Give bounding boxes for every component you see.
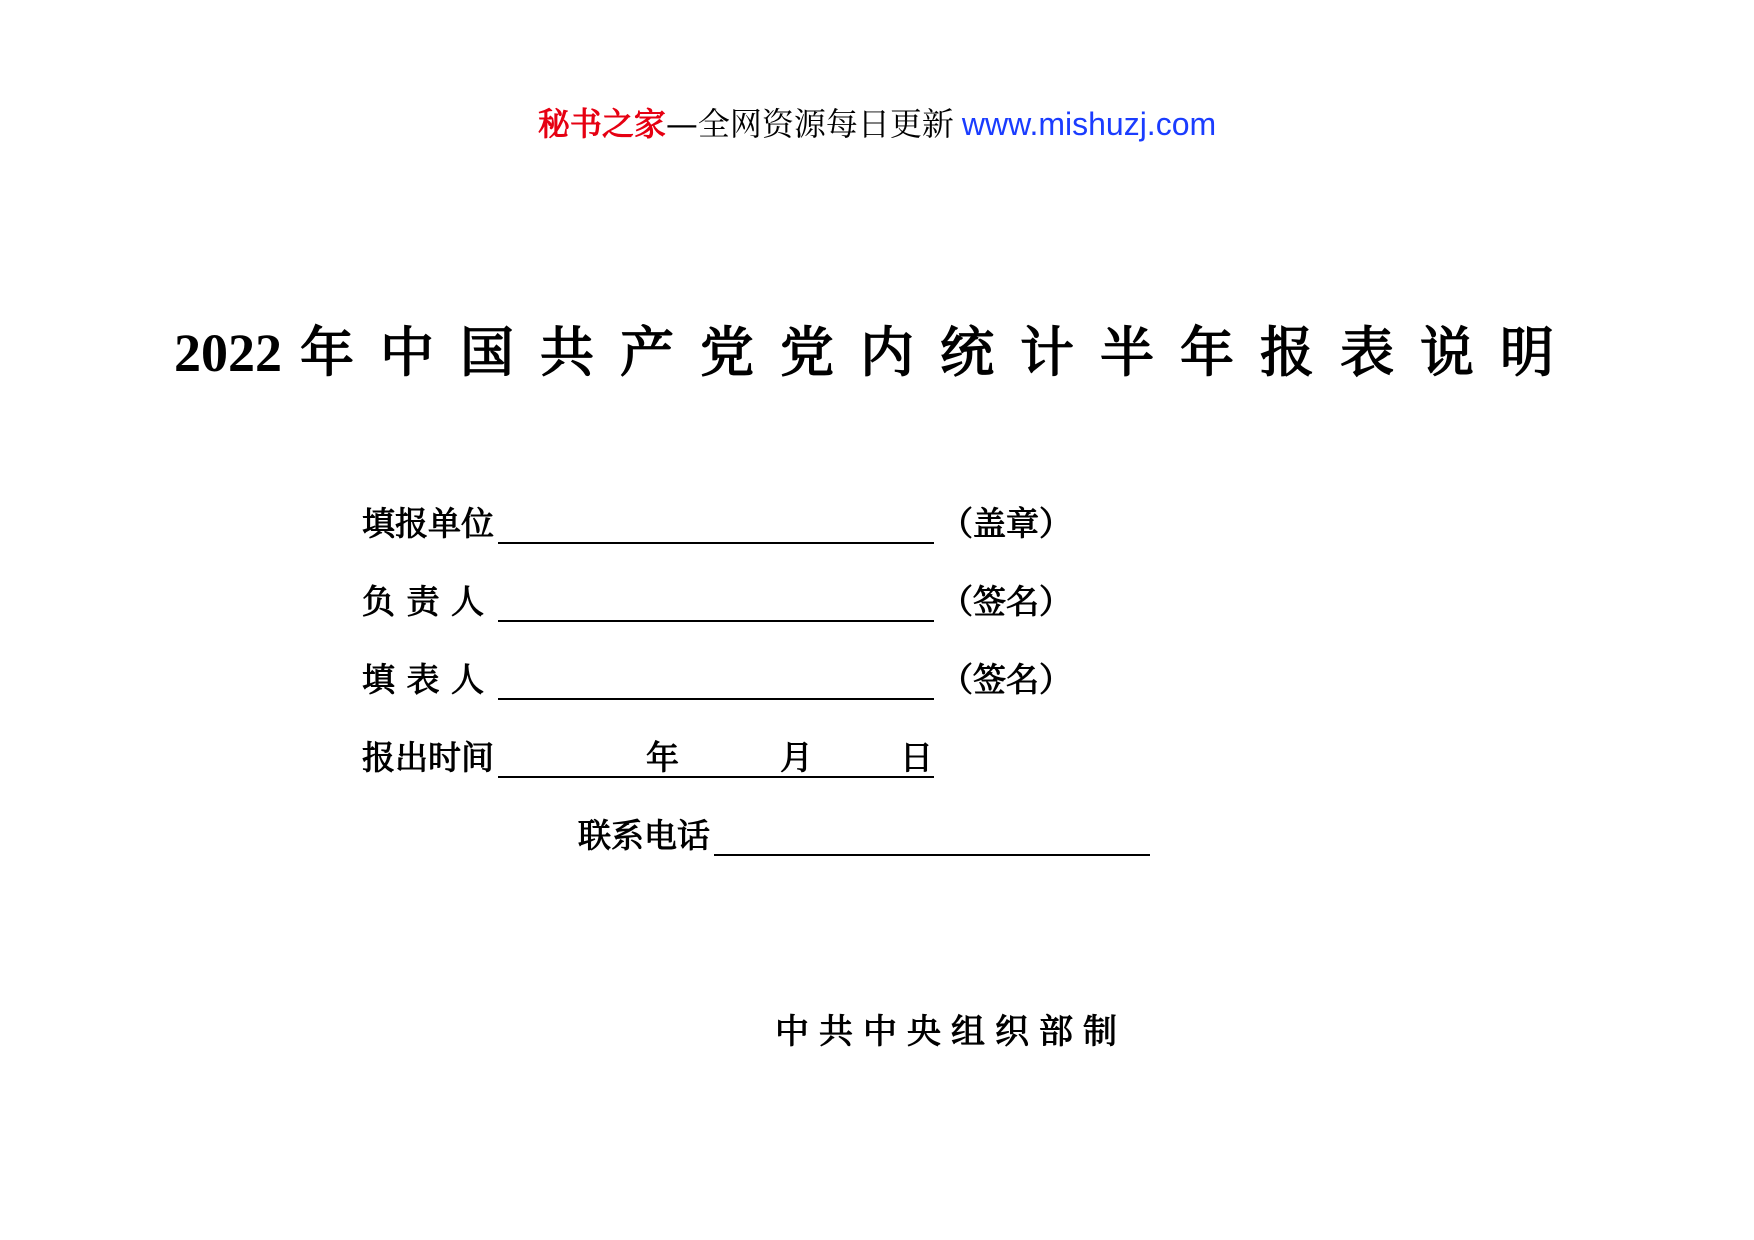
title-text: 年中国共产党党内统计半年报表说明 xyxy=(300,321,1580,384)
form-row-date xyxy=(362,736,1082,780)
filler-input-line[interactable] xyxy=(498,658,934,700)
site-header xyxy=(0,104,1754,144)
date-input-line[interactable] xyxy=(498,736,934,778)
issuer-footer: 中共中央组织部制 xyxy=(775,1012,1127,1052)
form-row-responsible xyxy=(362,580,1082,624)
site-tagline: —全网资源每日更新 xyxy=(665,105,954,143)
responsible-suffix: （签名） xyxy=(940,582,1072,621)
date-month-label: 月 xyxy=(780,738,813,777)
unit-input-line[interactable] xyxy=(498,502,934,544)
form-row-unit xyxy=(362,502,1082,546)
site-brand: 秘书之家 xyxy=(537,105,666,143)
responsible-input-line[interactable] xyxy=(498,580,934,622)
date-day-label: 日 xyxy=(900,738,933,777)
date-label: 报出时间 xyxy=(362,738,494,777)
responsible-label: 负 责 人 xyxy=(362,582,484,621)
document-title xyxy=(0,318,1754,388)
filler-suffix: （签名） xyxy=(940,660,1072,699)
phone-label: 联系电话 xyxy=(578,816,710,855)
unit-suffix: （盖章） xyxy=(940,504,1072,543)
filler-label: 填 表 人 xyxy=(362,660,484,699)
date-year-label: 年 xyxy=(646,738,679,777)
unit-label: 填报单位 xyxy=(362,504,494,543)
site-url-link[interactable]: www.mishuzj.com xyxy=(961,106,1217,142)
title-year: 2022 xyxy=(174,323,282,383)
form-row-filler xyxy=(362,658,1082,702)
form-row-phone xyxy=(578,814,1178,858)
phone-input-line[interactable] xyxy=(714,814,1150,856)
